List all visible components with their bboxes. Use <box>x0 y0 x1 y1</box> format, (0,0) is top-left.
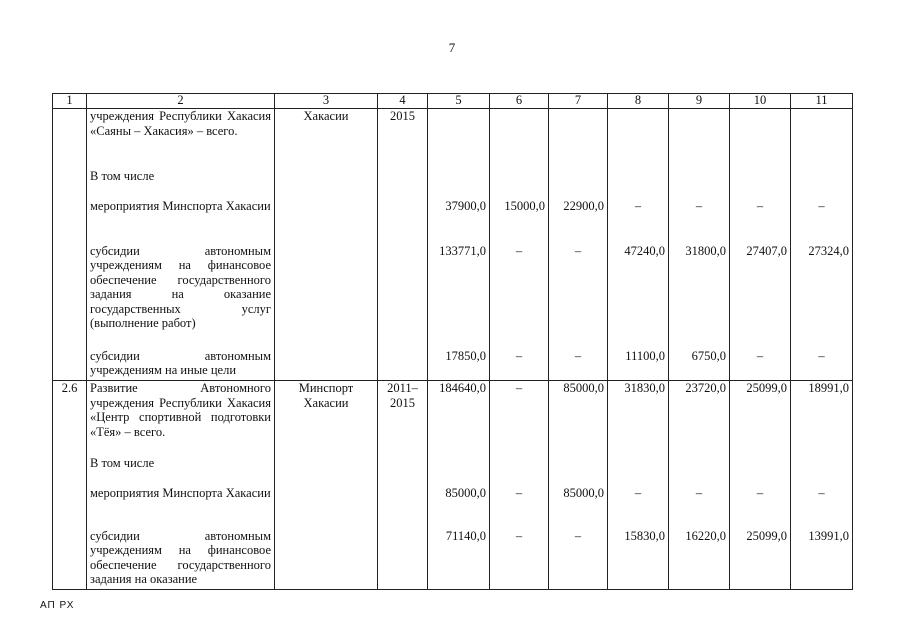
value-cell: 18991,0 <box>791 381 853 456</box>
period-cell <box>378 486 428 529</box>
value-cell: – <box>730 349 791 381</box>
period-cell: 2015 <box>378 109 428 169</box>
row-number-cell <box>53 486 87 529</box>
footer-stamp: АП РХ <box>40 600 75 611</box>
column-header: 11 <box>791 94 853 109</box>
value-cell <box>608 109 669 169</box>
description-cell: субсидии автономным учреждениям на финансовое обеспечение государственного задания на оказание <box>87 529 275 590</box>
period-cell: 2011–2015 <box>378 381 428 456</box>
value-cell: – <box>549 244 608 349</box>
value-cell <box>730 169 791 199</box>
table-row <box>53 381 853 456</box>
column-header: 8 <box>608 94 669 109</box>
value-cell: 6750,0 <box>669 349 730 381</box>
value-cell <box>549 456 608 486</box>
value-cell: – <box>791 199 853 244</box>
column-header: 10 <box>730 94 791 109</box>
value-cell: – <box>490 381 549 456</box>
period-cell <box>378 529 428 590</box>
value-cell: 85000,0 <box>428 486 490 529</box>
executor-cell <box>275 349 378 381</box>
value-cell: – <box>669 199 730 244</box>
value-cell: 22900,0 <box>549 199 608 244</box>
value-cell: – <box>608 486 669 529</box>
row-number-cell <box>53 456 87 486</box>
table-row <box>53 169 853 199</box>
value-cell: 23720,0 <box>669 381 730 456</box>
executor-cell <box>275 199 378 244</box>
value-cell: – <box>490 486 549 529</box>
row-number-cell <box>53 199 87 244</box>
value-cell <box>490 169 549 199</box>
description-cell: мероприятия Минспорта Хакасии <box>87 199 275 244</box>
executor-cell <box>275 486 378 529</box>
column-header: 4 <box>378 94 428 109</box>
value-cell <box>669 109 730 169</box>
table-row <box>53 529 853 590</box>
value-cell: 184640,0 <box>428 381 490 456</box>
row-number-cell: 2.6 <box>53 381 87 456</box>
value-cell <box>428 109 490 169</box>
table-row <box>53 109 853 169</box>
table-row <box>53 199 853 244</box>
value-cell: 47240,0 <box>608 244 669 349</box>
value-cell: 11100,0 <box>608 349 669 381</box>
description-cell: мероприятия Минспорта Хакасии <box>87 486 275 529</box>
description-cell: субсидии автономным учреждениям на финансовое обеспечение государственного задания на оказание государственных услуг (выполнение работ) <box>87 244 275 349</box>
executor-cell: Минспорт Хакасии <box>275 381 378 456</box>
value-cell: 15000,0 <box>490 199 549 244</box>
table-row <box>53 244 853 349</box>
value-cell <box>730 456 791 486</box>
value-cell: 15830,0 <box>608 529 669 590</box>
value-cell: – <box>490 244 549 349</box>
column-header: 5 <box>428 94 490 109</box>
description-cell: учреждения Республики Хакасия «Саяны – Хакасия» – всего. <box>87 109 275 169</box>
column-header: 3 <box>275 94 378 109</box>
value-cell: – <box>549 529 608 590</box>
value-cell <box>428 169 490 199</box>
value-cell: – <box>490 529 549 590</box>
header-row <box>53 94 853 109</box>
executor-cell <box>275 529 378 590</box>
row-number-cell <box>53 169 87 199</box>
value-cell: 13991,0 <box>791 529 853 590</box>
column-header: 7 <box>549 94 608 109</box>
value-cell <box>549 109 608 169</box>
value-cell: 133771,0 <box>428 244 490 349</box>
value-cell <box>549 169 608 199</box>
value-cell: 31830,0 <box>608 381 669 456</box>
row-number-cell <box>53 349 87 381</box>
budget-table <box>52 93 853 590</box>
value-cell: 37900,0 <box>428 199 490 244</box>
period-cell <box>378 244 428 349</box>
period-cell <box>378 456 428 486</box>
row-number-cell <box>53 529 87 590</box>
value-cell: 25099,0 <box>730 529 791 590</box>
value-cell <box>490 456 549 486</box>
row-number-cell <box>53 109 87 169</box>
value-cell <box>791 109 853 169</box>
value-cell: 31800,0 <box>669 244 730 349</box>
table-row <box>53 486 853 529</box>
value-cell <box>669 456 730 486</box>
value-cell <box>490 109 549 169</box>
value-cell <box>428 456 490 486</box>
value-cell: – <box>549 349 608 381</box>
value-cell <box>608 456 669 486</box>
column-header: 6 <box>490 94 549 109</box>
value-cell: 85000,0 <box>549 381 608 456</box>
period-cell <box>378 349 428 381</box>
description-cell: Развитие Автономного учреждения Республики Хакасия «Центр спортивной подготовки «Тёя» – всего. <box>87 381 275 456</box>
description-cell: В том числе <box>87 169 275 199</box>
value-cell: 85000,0 <box>549 486 608 529</box>
executor-cell: Хакасии <box>275 109 378 169</box>
page-number: 7 <box>448 40 456 55</box>
column-header: 2 <box>87 94 275 109</box>
value-cell <box>669 169 730 199</box>
value-cell: 27324,0 <box>791 244 853 349</box>
value-cell: 27407,0 <box>730 244 791 349</box>
value-cell <box>608 169 669 199</box>
table-row <box>53 349 853 381</box>
period-cell <box>378 199 428 244</box>
column-header: 1 <box>53 94 87 109</box>
column-header: 9 <box>669 94 730 109</box>
value-cell: – <box>608 199 669 244</box>
executor-cell <box>275 169 378 199</box>
value-cell <box>791 169 853 199</box>
executor-cell <box>275 244 378 349</box>
row-number-cell <box>53 244 87 349</box>
value-cell: – <box>791 349 853 381</box>
executor-cell <box>275 456 378 486</box>
description-cell: субсидии автономным учреждениям на иные цели <box>87 349 275 381</box>
description-cell: В том числе <box>87 456 275 486</box>
value-cell: 17850,0 <box>428 349 490 381</box>
value-cell: – <box>730 199 791 244</box>
value-cell: 16220,0 <box>669 529 730 590</box>
value-cell: 25099,0 <box>730 381 791 456</box>
value-cell: – <box>490 349 549 381</box>
value-cell <box>730 109 791 169</box>
value-cell: – <box>791 486 853 529</box>
period-cell <box>378 169 428 199</box>
value-cell: – <box>669 486 730 529</box>
table-row <box>53 456 853 486</box>
value-cell: 71140,0 <box>428 529 490 590</box>
value-cell: – <box>730 486 791 529</box>
value-cell <box>791 456 853 486</box>
